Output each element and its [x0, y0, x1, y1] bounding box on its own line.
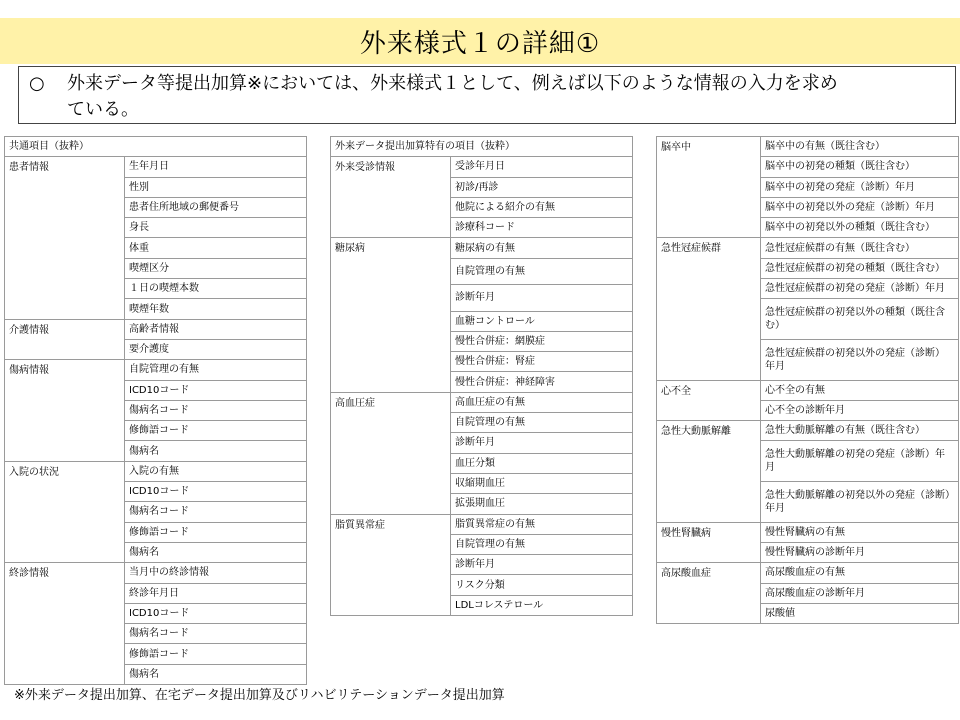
table-header: 共通項目（抜粋）	[5, 137, 307, 157]
item-cell: 他院による紹介の有無	[451, 197, 633, 217]
page-title: 外来様式１の詳細①	[359, 28, 601, 59]
item-cell: ICD10コード	[125, 380, 307, 400]
item-cell: 患者住所地域の郵便番号	[125, 197, 307, 217]
item-cell: 急性冠症候群の初発以外の発症（診断）年月	[761, 339, 959, 380]
item-cell: 高齢者情報	[125, 319, 307, 339]
table-row	[657, 137, 959, 157]
item-cell: 生年月日	[125, 157, 307, 177]
table-row	[331, 238, 633, 258]
table-row	[657, 380, 959, 400]
item-cell: 当月中の終診情報	[125, 563, 307, 583]
item-cell: 慢性合併症：網膜症	[451, 331, 633, 351]
footnote: ※外来データ提出加算、在宅データ提出加算及びリハビリテーションデータ提出加算	[14, 688, 505, 703]
category-cell: 患者情報	[5, 157, 125, 319]
item-cell: 急性大動脈解離の初発の発症（診断）年月	[761, 441, 959, 482]
item-cell: 急性冠症候群の初発の種類（既往含む）	[761, 258, 959, 278]
item-cell: 急性冠症候群の初発以外の種類（既往含む）	[761, 299, 959, 340]
intro-line-2: ている。	[67, 99, 139, 120]
item-cell: 急性冠症候群の初発の発症（診断）年月	[761, 279, 959, 299]
intro-text-1: 外来データ等提出加算※においては、外来様式１として、例えば以下のような情報の入力を求め	[67, 73, 838, 94]
category-cell: 脳卒中	[657, 137, 761, 238]
table-row	[331, 157, 633, 177]
table-header-row	[5, 137, 307, 157]
table-row	[5, 360, 307, 380]
category-cell: 急性大動脈解離	[657, 421, 761, 522]
category-cell: 心不全	[657, 380, 761, 421]
item-cell: 心不全の診断年月	[761, 400, 959, 420]
title-bar	[0, 18, 960, 64]
table-row	[331, 392, 633, 412]
category-cell: 糖尿病	[331, 238, 451, 392]
item-cell: リスク分類	[451, 575, 633, 595]
item-cell: 性別	[125, 177, 307, 197]
item-cell: 糖尿病の有無	[451, 238, 633, 258]
item-cell: 心不全の有無	[761, 380, 959, 400]
item-cell: 急性冠症候群の有無（既往含む）	[761, 238, 959, 258]
item-cell: 修飾語コード	[125, 522, 307, 542]
item-cell: 慢性合併症：腎症	[451, 352, 633, 372]
item-cell: 収縮期血圧	[451, 473, 633, 493]
item-cell: 傷病名コード	[125, 502, 307, 522]
table-header-row	[331, 137, 633, 157]
table-row	[657, 238, 959, 258]
item-cell: １日の喫煙本数	[125, 279, 307, 299]
item-cell: 高尿酸血症の診断年月	[761, 583, 959, 603]
item-cell: 診断年月	[451, 555, 633, 575]
item-cell: 高尿酸血症の有無	[761, 563, 959, 583]
category-cell: 終診情報	[5, 563, 125, 685]
item-cell: 急性大動脈解離の初発以外の発症（診断）年月	[761, 482, 959, 523]
item-cell: 尿酸値	[761, 603, 959, 623]
item-cell: 傷病名	[125, 664, 307, 684]
table-row	[5, 461, 307, 481]
table-header: 外来データ提出加算特有の項目（抜粋）	[331, 137, 633, 157]
item-cell: 慢性腎臓病の有無	[761, 522, 959, 542]
disease-items-table	[656, 136, 959, 624]
item-cell: 初診/再診	[451, 177, 633, 197]
item-cell: 診療科コード	[451, 218, 633, 238]
item-cell: 自院管理の有無	[125, 360, 307, 380]
category-cell: 介護情報	[5, 319, 125, 360]
item-cell: 身長	[125, 218, 307, 238]
category-cell: 入院の状況	[5, 461, 125, 562]
intro-box	[18, 66, 956, 124]
item-cell: 傷病名コード	[125, 400, 307, 420]
item-cell: 血圧分類	[451, 453, 633, 473]
item-cell: 脳卒中の初発以外の発症（診断）年月	[761, 197, 959, 217]
item-cell: 体重	[125, 238, 307, 258]
item-cell: 自院管理の有無	[451, 413, 633, 433]
item-cell: 血糖コントロール	[451, 311, 633, 331]
category-cell: 慢性腎臓病	[657, 522, 761, 563]
item-cell: 要介護度	[125, 339, 307, 359]
item-cell: 受診年月日	[451, 157, 633, 177]
item-cell: 拡張期血圧	[451, 494, 633, 514]
table-row	[5, 319, 307, 339]
item-cell: 終診年月日	[125, 583, 307, 603]
item-cell: 脳卒中の初発以外の種類（既往含む）	[761, 218, 959, 238]
item-cell: 自院管理の有無	[451, 258, 633, 284]
table-row	[5, 157, 307, 177]
item-cell: 診断年月	[451, 285, 633, 311]
item-cell: ICD10コード	[125, 482, 307, 502]
category-cell: 傷病情報	[5, 360, 125, 461]
table-row	[657, 563, 959, 583]
item-cell: 脂質異常症の有無	[451, 514, 633, 534]
item-cell: 修飾語コード	[125, 644, 307, 664]
intro-line-1	[29, 71, 945, 97]
table-row	[5, 563, 307, 583]
item-cell: 脳卒中の初発の発症（診断）年月	[761, 177, 959, 197]
item-cell: 喫煙区分	[125, 258, 307, 278]
item-cell: LDLコレステロール	[451, 595, 633, 615]
item-cell: 慢性腎臓病の診断年月	[761, 542, 959, 562]
item-cell: 急性大動脈解離の有無（既往含む）	[761, 421, 959, 441]
item-cell: 修飾語コード	[125, 421, 307, 441]
item-cell: 傷病名	[125, 542, 307, 562]
category-cell: 脂質異常症	[331, 514, 451, 615]
item-cell: ICD10コード	[125, 603, 307, 623]
common-items-table	[4, 136, 307, 685]
item-cell: 傷病名	[125, 441, 307, 461]
item-cell: 診断年月	[451, 433, 633, 453]
item-cell: 脳卒中の有無（既往含む）	[761, 137, 959, 157]
specific-items-table	[330, 136, 633, 616]
table-row	[331, 514, 633, 534]
item-cell: 高血圧症の有無	[451, 392, 633, 412]
item-cell: 入院の有無	[125, 461, 307, 481]
item-cell: 自院管理の有無	[451, 534, 633, 554]
intro-bullet: ○	[29, 73, 45, 94]
item-cell: 傷病名コード	[125, 624, 307, 644]
category-cell: 急性冠症候群	[657, 238, 761, 380]
category-cell: 高尿酸血症	[657, 563, 761, 624]
category-cell: 外来受診情報	[331, 157, 451, 238]
table-row	[657, 522, 959, 542]
item-cell: 脳卒中の初発の種類（既往含む）	[761, 157, 959, 177]
item-cell: 慢性合併症：神経障害	[451, 372, 633, 392]
category-cell: 高血圧症	[331, 392, 451, 514]
table-row	[657, 421, 959, 441]
item-cell: 喫煙年数	[125, 299, 307, 319]
